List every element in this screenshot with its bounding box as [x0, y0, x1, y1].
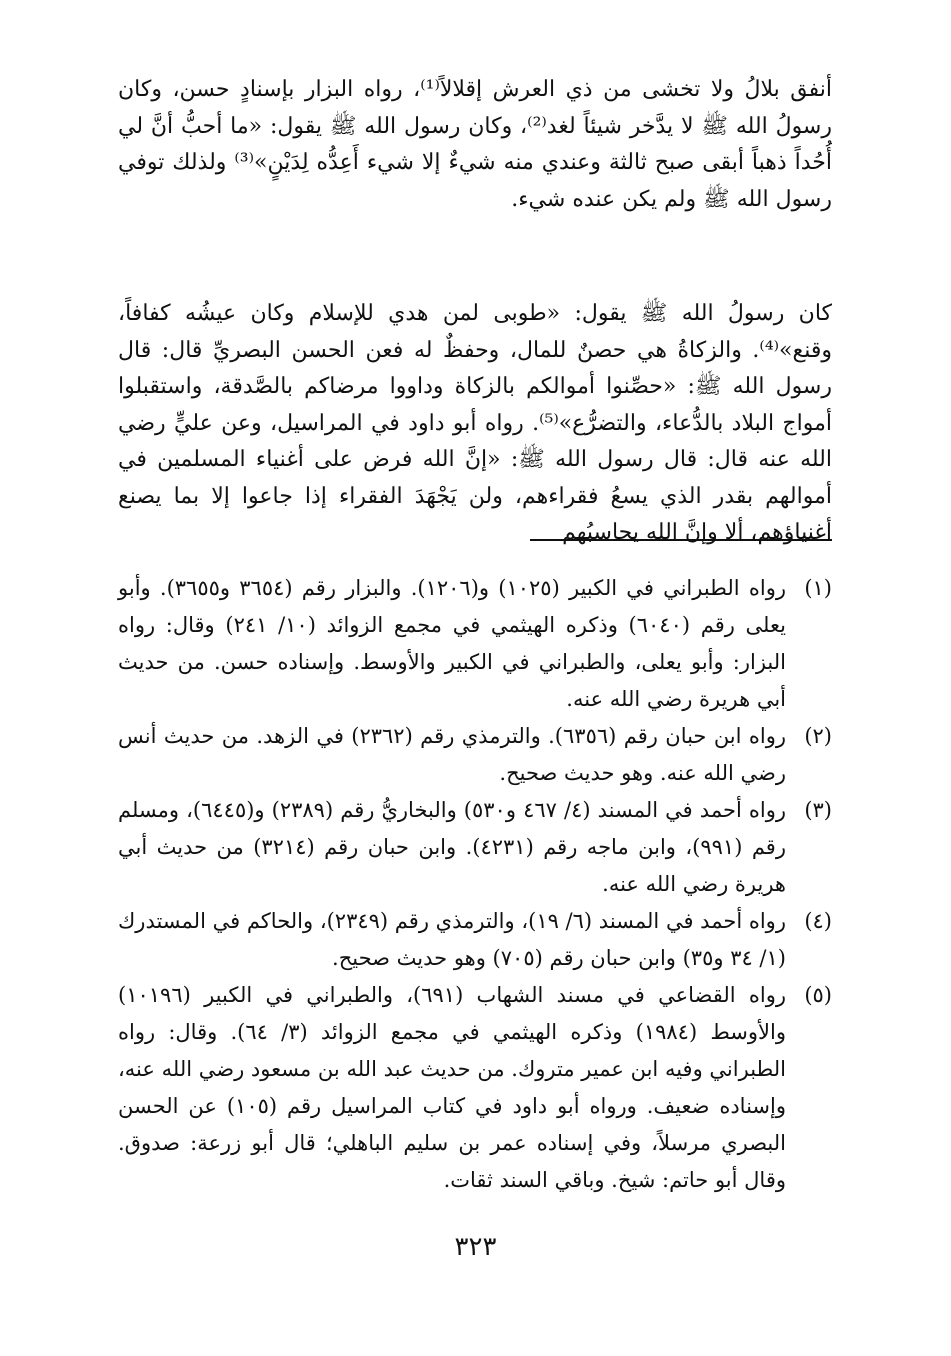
footnote-text: رواه ابن حبان رقم (٦٣٥٦). والترمذي رقم (٢٣٦٢) في الزهد. من حديث أنس رضي الله عنه. وهو حديث صحيح.: [118, 724, 786, 785]
footnote-text: رواه الطبراني في الكبير (١٠٢٥) و(١٢٠٦). والبزار رقم (٣٦٥٤ و٣٦٥٥). وأبو يعلى رقم (٦٠٤٠) وذكره الهيثمي في مجمع الزوائد (١٠/ ٢٤١) وقال: رواه البزار: وأبو يعلى، والطبراني في الكبير والأوسط. وإسناده حسن. من حديث أبي هريرة رضي الله عنه.: [118, 576, 786, 711]
paragraph: أنفق بلالُ ولا تخشى من ذي العرش إقلالاً⁽¹⁾، رواه البزار بإسنادٍ حسن، وكان رسولُ الله ﷺ لا يدَّخر شيئاً لغد⁽²⁾، وكان رسول الله ﷺ يقول: «ما أحبُّ أنَّ لي أُحُداً ذهباً أبقى صبح ثالثة وعندي منه شيءٌ إلا شيء أَعِدُّه لِدَيْنٍ»⁽³⁾ ولذلك توفي رسول الله ﷺ ولم يكن عنده شيء.: [118, 77, 832, 212]
footnote-text: رواه أحمد في المسند (٦/ ١٩)، والترمذي رقم (٢٣٤٩)، والحاكم في المستدرك (١/ ٣٤ و٣٥) وابن حبان رقم (٧٠٥) وهو حديث صحيح.: [118, 909, 786, 970]
footnote-number: (٤): [804, 909, 832, 933]
footnote-separator: [530, 539, 832, 541]
footnote-number: (٥): [804, 983, 832, 1007]
paragraph: كان رسولُ الله ﷺ يقول: «طوبى لمن هدي للإسلام وكان عيشُه كفافاً، وقنع»⁽⁴⁾. والزكاةُ هي حصنٌ للمال، وحفظٌ له فعن الحسن البصريِّ قال: قال رسول الله ﷺ: «حصِّنوا أموالكم بالزكاة وداووا مرضاكم بالصَّدقة، واستقبلوا أمواج البلاد بالدُّعاء، والتضرُّع»⁽⁵⁾. رواه أبو داود في المراسيل، وعن عليٍّ رضي الله عنه قال: قال رسول الله ﷺ: «إنَّ الله فرض على أغنياء المسلمين في أموالهم بقدر الذي يسعُ فقراءهم، ولن يَجْهَدَ الفقراء إذا جاعوا إلا بما يصنع أغنياؤهم، ألا وإنَّ الله يحاسبُهم: [118, 301, 832, 545]
footnote: [118, 570, 832, 718]
footnote-number: (٢): [804, 724, 832, 748]
footnotes: [118, 570, 832, 1199]
footnote: [118, 977, 832, 1199]
footnote: [118, 903, 832, 977]
body-text-bottom: [118, 296, 832, 552]
page-number: ٣٢٣: [454, 1232, 497, 1262]
footnote: [118, 792, 832, 903]
footnote-text: رواه أحمد في المسند (٤/ ٤٦٧ و٥٣٠) والبخاريُّ رقم (٢٣٨٩) و(٦٤٤٥)، ومسلم رقم (٩٩١)، وابن ماجه رقم (٤٢٣١). وابن حبان رقم (٣٢١٤) من حديث أبي هريرة رضي الله عنه.: [118, 798, 786, 896]
footnote-number: (١): [804, 576, 832, 600]
body-text-top: [118, 72, 832, 218]
footnote-text: رواه القضاعي في مسند الشهاب (٦٩١)، والطبراني في الكبير (١٠١٩٦) والأوسط (١٩٨٤) وذكره الهيثمي في مجمع الزوائد (٣/ ٦٤). وقال: رواه الطبراني وفيه ابن عمير متروك. من حديث عبد الله بن مسعود رضي الله عنه، وإسناده ضعيف. ورواه أبو داود في كتاب المراسيل رقم (١٠٥) عن الحسن البصري مرسلاً، وفي إسناده عمر بن سليم الباهلي؛ قال أبو زرعة: صدوق. وقال أبو حاتم: شيخ. وباقي السند ثقات.: [118, 983, 786, 1192]
footnote: [118, 718, 832, 792]
footnote-number: (٣): [804, 798, 832, 822]
